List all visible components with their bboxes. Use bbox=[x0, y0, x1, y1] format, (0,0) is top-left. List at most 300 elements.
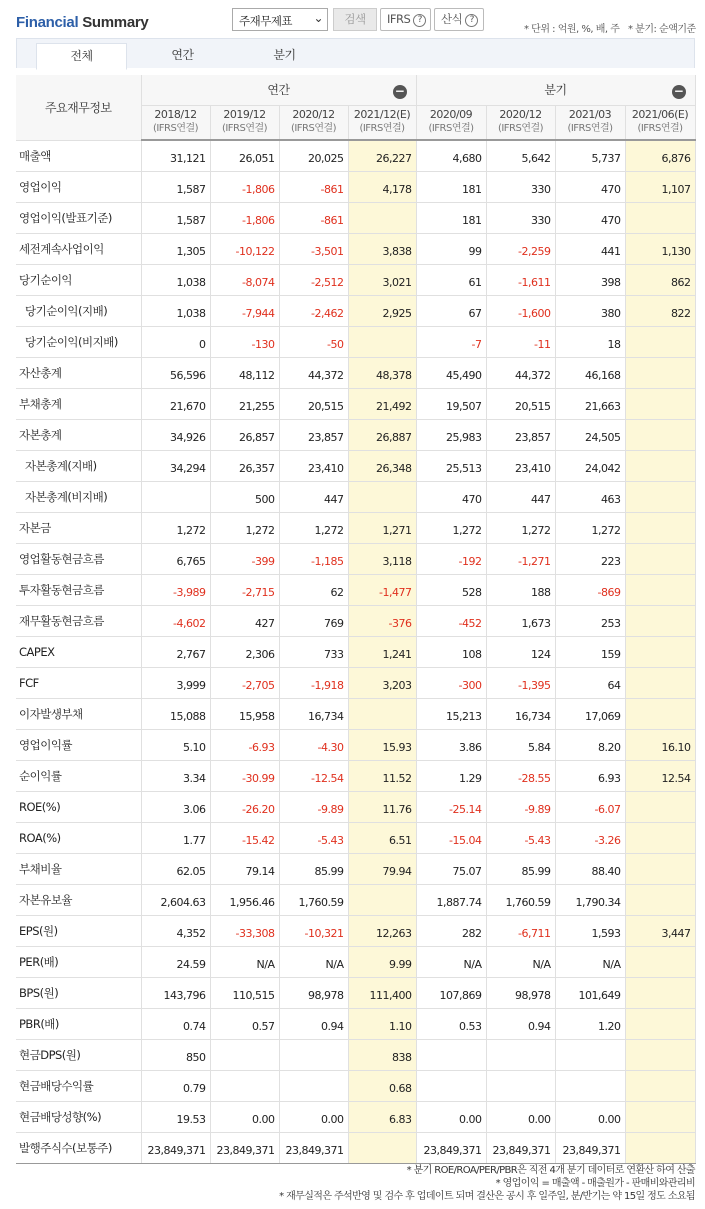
table-cell: 1,038 bbox=[141, 295, 210, 326]
row-label: 자본총계 bbox=[16, 419, 141, 450]
table-row bbox=[16, 574, 695, 605]
table-cell bbox=[141, 481, 210, 512]
header bbox=[0, 0, 705, 38]
table-cell: 282 bbox=[416, 915, 486, 946]
table-row bbox=[16, 419, 695, 450]
table-cell: 253 bbox=[555, 605, 625, 636]
table-cell: 16,734 bbox=[279, 698, 348, 729]
table-cell: 5.10 bbox=[141, 729, 210, 760]
table-row bbox=[16, 884, 695, 915]
table-row bbox=[16, 1101, 695, 1132]
column-basis: (IFRS연결) bbox=[637, 123, 683, 135]
column-period: 2018/12 bbox=[154, 108, 197, 122]
table-row bbox=[16, 543, 695, 574]
table-row bbox=[16, 946, 695, 977]
table-row bbox=[16, 388, 695, 419]
table-cell: 1.20 bbox=[555, 1008, 625, 1039]
table-cell bbox=[279, 1070, 348, 1101]
tab-quarter[interactable]: 분기 bbox=[273, 48, 296, 62]
table-cell: 3,999 bbox=[141, 667, 210, 698]
table-cell: 19.53 bbox=[141, 1101, 210, 1132]
table-cell bbox=[625, 326, 695, 357]
column-period: 2020/12 bbox=[499, 108, 542, 122]
table-cell: 528 bbox=[416, 574, 486, 605]
table-cell: 2,306 bbox=[210, 636, 279, 667]
row-label: 자본유보율 bbox=[16, 884, 141, 915]
row-label: 순이익률 bbox=[16, 760, 141, 791]
table-cell: 3,203 bbox=[348, 667, 416, 698]
table-cell: 85.99 bbox=[279, 853, 348, 884]
table-cell: -2,715 bbox=[210, 574, 279, 605]
table-cell bbox=[210, 1039, 279, 1070]
table-cell: 6.93 bbox=[555, 760, 625, 791]
table-cell: 1,587 bbox=[141, 171, 210, 202]
table-cell: -1,185 bbox=[279, 543, 348, 574]
row-label: 이자발생부채 bbox=[16, 698, 141, 729]
table-cell: 1,593 bbox=[555, 915, 625, 946]
table-cell: 17,069 bbox=[555, 698, 625, 729]
row-label: 현금배당수익률 bbox=[16, 1070, 141, 1101]
table-cell: 110,515 bbox=[210, 977, 279, 1008]
table-cell: 3.86 bbox=[416, 729, 486, 760]
table-cell: -869 bbox=[555, 574, 625, 605]
table-cell: 24,505 bbox=[555, 419, 625, 450]
table-cell: 181 bbox=[416, 171, 486, 202]
chevron-down-icon: ⌄ bbox=[313, 11, 323, 25]
row-label: 투자활동현금흐름 bbox=[16, 574, 141, 605]
table-cell bbox=[555, 1070, 625, 1101]
table-cell: 25,513 bbox=[416, 450, 486, 481]
table-cell: 1,272 bbox=[210, 512, 279, 543]
table-cell bbox=[625, 667, 695, 698]
row-label: 당기순이익 bbox=[16, 264, 141, 295]
table-cell: 1,241 bbox=[348, 636, 416, 667]
table-cell: 159 bbox=[555, 636, 625, 667]
table-cell: 3,118 bbox=[348, 543, 416, 574]
row-label: 현금배당성향(%) bbox=[16, 1101, 141, 1132]
table-cell bbox=[625, 1101, 695, 1132]
table-cell: 12,263 bbox=[348, 915, 416, 946]
table-cell: 107,869 bbox=[416, 977, 486, 1008]
quarter-note: * 분기: 순액기준 bbox=[628, 24, 696, 35]
table-cell: 0.00 bbox=[210, 1101, 279, 1132]
collapse-icon[interactable]: − bbox=[672, 85, 686, 99]
table-cell: 6.83 bbox=[348, 1101, 416, 1132]
table-row bbox=[16, 326, 695, 357]
table-cell: 23,857 bbox=[486, 419, 555, 450]
column-basis: (IFRS연결) bbox=[497, 123, 544, 135]
table-cell: 111,400 bbox=[348, 977, 416, 1008]
table-cell: 23,849,371 bbox=[141, 1132, 210, 1163]
table-cell: N/A bbox=[210, 946, 279, 977]
row-label: 영업이익(발표기준) bbox=[16, 202, 141, 233]
column-basis: (IFRS연결) bbox=[428, 123, 474, 135]
table-cell: -4,602 bbox=[141, 605, 210, 636]
column-period: 2019/12 bbox=[223, 108, 266, 122]
table-cell: 6,765 bbox=[141, 543, 210, 574]
table-cell bbox=[625, 543, 695, 574]
table-cell: -1,271 bbox=[486, 543, 555, 574]
table-cell: -1,600 bbox=[486, 295, 555, 326]
table-cell: 0.94 bbox=[486, 1008, 555, 1039]
row-label: CAPEX bbox=[16, 636, 141, 667]
row-label: PER(배) bbox=[16, 946, 141, 977]
table-row bbox=[16, 853, 695, 884]
table-cell: -15.04 bbox=[416, 822, 486, 853]
column-header bbox=[210, 105, 279, 140]
table-cell: 143,796 bbox=[141, 977, 210, 1008]
table-cell: 5,737 bbox=[555, 140, 625, 171]
row-label: 영업활동현금흐름 bbox=[16, 543, 141, 574]
table-cell: -399 bbox=[210, 543, 279, 574]
corner-header: 주요재무정보 bbox=[16, 75, 141, 140]
table-cell: -3,501 bbox=[279, 233, 348, 264]
table-cell: 0.53 bbox=[416, 1008, 486, 1039]
table-cell: 16,734 bbox=[486, 698, 555, 729]
table-cell: 0.79 bbox=[141, 1070, 210, 1101]
table-cell bbox=[348, 698, 416, 729]
table-cell: -192 bbox=[416, 543, 486, 574]
row-label: 당기순이익(비지배) bbox=[16, 326, 141, 357]
column-basis: (IFRS연결) bbox=[152, 123, 199, 135]
footnote: * 재무실적은 주석반영 및 검수 후 업데이트 되며 결산은 공시 후 일주일, 분/반기는 약 15일 정도 소요됨 bbox=[279, 1191, 695, 1202]
tab-annual[interactable]: 연간 bbox=[171, 48, 194, 62]
table-cell: 838 bbox=[348, 1039, 416, 1070]
table-cell: 733 bbox=[279, 636, 348, 667]
table-cell bbox=[279, 1039, 348, 1070]
table-cell: 0.57 bbox=[210, 1008, 279, 1039]
table-cell: -26.20 bbox=[210, 791, 279, 822]
table-cell: -1,806 bbox=[210, 202, 279, 233]
period-tabs bbox=[16, 38, 695, 68]
table-cell: 21,492 bbox=[348, 388, 416, 419]
row-label: 현금DPS(원) bbox=[16, 1039, 141, 1070]
table-cell: 4,178 bbox=[348, 171, 416, 202]
table-cell bbox=[625, 1039, 695, 1070]
table-cell bbox=[625, 698, 695, 729]
table-row bbox=[16, 1039, 695, 1070]
formula-button[interactable] bbox=[434, 8, 484, 31]
table-cell: 48,378 bbox=[348, 357, 416, 388]
table-cell: 2,604.63 bbox=[141, 884, 210, 915]
table-cell: 0.94 bbox=[279, 1008, 348, 1039]
table-cell: N/A bbox=[416, 946, 486, 977]
table-cell: -1,395 bbox=[486, 667, 555, 698]
table-cell: 26,348 bbox=[348, 450, 416, 481]
table-cell: 862 bbox=[625, 264, 695, 295]
table-row bbox=[16, 1070, 695, 1101]
table-row bbox=[16, 636, 695, 667]
table-cell bbox=[625, 1132, 695, 1163]
table-cell: -3.26 bbox=[555, 822, 625, 853]
table-cell: 62 bbox=[279, 574, 348, 605]
table-cell: 5.84 bbox=[486, 729, 555, 760]
table-cell: 1,272 bbox=[416, 512, 486, 543]
table-cell: 1,956.46 bbox=[210, 884, 279, 915]
column-header bbox=[625, 105, 695, 140]
table-cell: -300 bbox=[416, 667, 486, 698]
table-cell: 9.99 bbox=[348, 946, 416, 977]
column-basis: (IFRS연결) bbox=[221, 123, 268, 135]
table-cell: 1,790.34 bbox=[555, 884, 625, 915]
table-cell: 20,025 bbox=[279, 140, 348, 171]
table-cell: -50 bbox=[279, 326, 348, 357]
table-cell: -376 bbox=[348, 605, 416, 636]
table-cell bbox=[625, 512, 695, 543]
table-cell bbox=[348, 202, 416, 233]
group-quarter-label: 분기 bbox=[544, 83, 567, 98]
table-cell: 46,168 bbox=[555, 357, 625, 388]
statement-select-value: 주재무제표 bbox=[239, 14, 293, 28]
table-cell: -11 bbox=[486, 326, 555, 357]
table-cell: 1.10 bbox=[348, 1008, 416, 1039]
table-cell: 15,088 bbox=[141, 698, 210, 729]
table-cell: -9.89 bbox=[486, 791, 555, 822]
table-cell bbox=[416, 1039, 486, 1070]
table-cell: 20,515 bbox=[486, 388, 555, 419]
row-label: 자산총계 bbox=[16, 357, 141, 388]
table-cell bbox=[625, 1008, 695, 1039]
row-label: 재무활동현금흐름 bbox=[16, 605, 141, 636]
collapse-icon[interactable]: − bbox=[393, 85, 407, 99]
table-cell: 5,642 bbox=[486, 140, 555, 171]
table-cell: -861 bbox=[279, 171, 348, 202]
table-cell: 2,767 bbox=[141, 636, 210, 667]
title-part2: Summary bbox=[78, 14, 149, 31]
row-label: 부채총계 bbox=[16, 388, 141, 419]
table-cell: 101,649 bbox=[555, 977, 625, 1008]
table-cell: 44,372 bbox=[279, 357, 348, 388]
table-row bbox=[16, 698, 695, 729]
footnote: * 영업이익 = 매출액 - 매출원가 - 판매비와관리비 bbox=[495, 1178, 695, 1189]
table-cell: 0.00 bbox=[416, 1101, 486, 1132]
table-cell: 34,926 bbox=[141, 419, 210, 450]
table-cell: 15,958 bbox=[210, 698, 279, 729]
table-cell: 23,410 bbox=[279, 450, 348, 481]
table-cell: 470 bbox=[416, 481, 486, 512]
table-cell: 45,490 bbox=[416, 357, 486, 388]
table-cell: 62.05 bbox=[141, 853, 210, 884]
row-label: 자본총계(지배) bbox=[16, 450, 141, 481]
table-cell: -2,462 bbox=[279, 295, 348, 326]
row-label: BPS(원) bbox=[16, 977, 141, 1008]
table-cell bbox=[625, 450, 695, 481]
row-label: 자본금 bbox=[16, 512, 141, 543]
table-cell bbox=[348, 326, 416, 357]
table-cell bbox=[416, 1070, 486, 1101]
table-cell: 0.00 bbox=[555, 1101, 625, 1132]
column-basis: (IFRS연결) bbox=[567, 123, 613, 135]
table-cell: -10,321 bbox=[279, 915, 348, 946]
table-cell: -10,122 bbox=[210, 233, 279, 264]
row-label: EPS(원) bbox=[16, 915, 141, 946]
table-cell: -452 bbox=[416, 605, 486, 636]
table-cell: 16.10 bbox=[625, 729, 695, 760]
table-cell: 223 bbox=[555, 543, 625, 574]
ifrs-button[interactable] bbox=[380, 8, 431, 31]
statement-select[interactable] bbox=[232, 8, 328, 31]
column-period: 2020/12 bbox=[292, 108, 335, 122]
table-cell bbox=[625, 884, 695, 915]
table-cell: -5.43 bbox=[279, 822, 348, 853]
table-cell: 15,213 bbox=[416, 698, 486, 729]
table-cell: 26,357 bbox=[210, 450, 279, 481]
table-row bbox=[16, 605, 695, 636]
row-label: 발행주식수(보통주) bbox=[16, 1132, 141, 1163]
table-row bbox=[16, 357, 695, 388]
table-cell: 447 bbox=[486, 481, 555, 512]
column-period: 2021/03 bbox=[568, 108, 612, 122]
table-cell: 1,760.59 bbox=[486, 884, 555, 915]
table-row bbox=[16, 1008, 695, 1039]
table-cell: -28.55 bbox=[486, 760, 555, 791]
title-part1: Financial bbox=[16, 14, 79, 31]
column-header bbox=[416, 105, 486, 140]
table-cell: -6,711 bbox=[486, 915, 555, 946]
table-cell: 23,849,371 bbox=[210, 1132, 279, 1163]
table-cell: 67 bbox=[416, 295, 486, 326]
table-body bbox=[16, 140, 695, 1163]
table-cell: 108 bbox=[416, 636, 486, 667]
column-header bbox=[279, 105, 348, 140]
table-cell bbox=[210, 1070, 279, 1101]
table-cell: -1,918 bbox=[279, 667, 348, 698]
table-cell: -6.93 bbox=[210, 729, 279, 760]
table-row bbox=[16, 171, 695, 202]
column-basis: (IFRS연결) bbox=[290, 123, 337, 135]
column-header bbox=[141, 105, 210, 140]
table-cell: 822 bbox=[625, 295, 695, 326]
table-cell bbox=[625, 605, 695, 636]
table-cell: 15.93 bbox=[348, 729, 416, 760]
table-cell: -8,074 bbox=[210, 264, 279, 295]
table-cell: -33,308 bbox=[210, 915, 279, 946]
table-cell bbox=[625, 946, 695, 977]
table-cell bbox=[625, 1070, 695, 1101]
table-cell: -861 bbox=[279, 202, 348, 233]
table-cell: 88.40 bbox=[555, 853, 625, 884]
table-cell: 6.51 bbox=[348, 822, 416, 853]
row-label: ROE(%) bbox=[16, 791, 141, 822]
table-cell: 25,983 bbox=[416, 419, 486, 450]
table-cell: 3,021 bbox=[348, 264, 416, 295]
table-row bbox=[16, 915, 695, 946]
column-period: 2020/09 bbox=[429, 108, 473, 122]
table-cell: 4,680 bbox=[416, 140, 486, 171]
table-cell: 2,925 bbox=[348, 295, 416, 326]
table-cell: 850 bbox=[141, 1039, 210, 1070]
table-cell: 20,515 bbox=[279, 388, 348, 419]
row-label: 세전계속사업이익 bbox=[16, 233, 141, 264]
table-cell bbox=[625, 481, 695, 512]
table-cell bbox=[625, 791, 695, 822]
table-cell: -130 bbox=[210, 326, 279, 357]
help-icon: ? bbox=[413, 14, 426, 27]
row-label: 부채비율 bbox=[16, 853, 141, 884]
table-cell: 21,255 bbox=[210, 388, 279, 419]
table-row bbox=[16, 977, 695, 1008]
table-cell: -2,705 bbox=[210, 667, 279, 698]
table-cell: 1,272 bbox=[141, 512, 210, 543]
table-row bbox=[16, 450, 695, 481]
table-row bbox=[16, 202, 695, 233]
table-cell: 0 bbox=[141, 326, 210, 357]
table-row bbox=[16, 791, 695, 822]
table-cell: 79.14 bbox=[210, 853, 279, 884]
tab-all[interactable]: 전체 bbox=[36, 43, 127, 70]
table-cell: -6.07 bbox=[555, 791, 625, 822]
table-cell: 19,507 bbox=[416, 388, 486, 419]
table-cell: 18 bbox=[555, 326, 625, 357]
table-cell: 1,272 bbox=[486, 512, 555, 543]
table-cell: 56,596 bbox=[141, 357, 210, 388]
table-cell: 23,849,371 bbox=[555, 1132, 625, 1163]
table-cell: 1,673 bbox=[486, 605, 555, 636]
table-cell: -15.42 bbox=[210, 822, 279, 853]
table-cell: 0.74 bbox=[141, 1008, 210, 1039]
table-row bbox=[16, 729, 695, 760]
table-cell: 769 bbox=[279, 605, 348, 636]
table-cell: 8.20 bbox=[555, 729, 625, 760]
table-cell bbox=[625, 388, 695, 419]
table-cell: 181 bbox=[416, 202, 486, 233]
table-row bbox=[16, 512, 695, 543]
table-cell: 23,849,371 bbox=[279, 1132, 348, 1163]
footnotes bbox=[279, 1164, 695, 1203]
table-cell: 75.07 bbox=[416, 853, 486, 884]
table-cell: 12.54 bbox=[625, 760, 695, 791]
table-cell bbox=[348, 481, 416, 512]
group-header-quarter bbox=[416, 75, 695, 105]
table-cell: -1,611 bbox=[486, 264, 555, 295]
table-cell: 79.94 bbox=[348, 853, 416, 884]
table-cell: 64 bbox=[555, 667, 625, 698]
table-cell: 3,447 bbox=[625, 915, 695, 946]
group-annual-label: 연간 bbox=[267, 83, 290, 98]
table-cell: 11.76 bbox=[348, 791, 416, 822]
table-cell: 427 bbox=[210, 605, 279, 636]
column-header bbox=[348, 105, 416, 140]
table-cell: 1,760.59 bbox=[279, 884, 348, 915]
table-cell bbox=[625, 977, 695, 1008]
table-cell: -1,806 bbox=[210, 171, 279, 202]
table-cell: 3.06 bbox=[141, 791, 210, 822]
table-cell: 463 bbox=[555, 481, 625, 512]
table-cell bbox=[625, 636, 695, 667]
table-cell bbox=[625, 853, 695, 884]
table-cell: N/A bbox=[279, 946, 348, 977]
group-header-annual bbox=[141, 75, 416, 105]
table-cell: 34,294 bbox=[141, 450, 210, 481]
search-button[interactable]: 검색 bbox=[333, 8, 377, 31]
row-label: 영업이익 bbox=[16, 171, 141, 202]
table-cell bbox=[348, 884, 416, 915]
table-cell: 447 bbox=[279, 481, 348, 512]
table-row bbox=[16, 1132, 695, 1163]
table-cell: 470 bbox=[555, 171, 625, 202]
table-cell: 26,887 bbox=[348, 419, 416, 450]
table-cell bbox=[625, 202, 695, 233]
table-cell: -4.30 bbox=[279, 729, 348, 760]
table-cell: N/A bbox=[486, 946, 555, 977]
table-cell: -12.54 bbox=[279, 760, 348, 791]
table-cell: 380 bbox=[555, 295, 625, 326]
table-cell: 24,042 bbox=[555, 450, 625, 481]
table-row bbox=[16, 140, 695, 171]
table-row bbox=[16, 822, 695, 853]
table-cell: 4,352 bbox=[141, 915, 210, 946]
table-cell: -25.14 bbox=[416, 791, 486, 822]
